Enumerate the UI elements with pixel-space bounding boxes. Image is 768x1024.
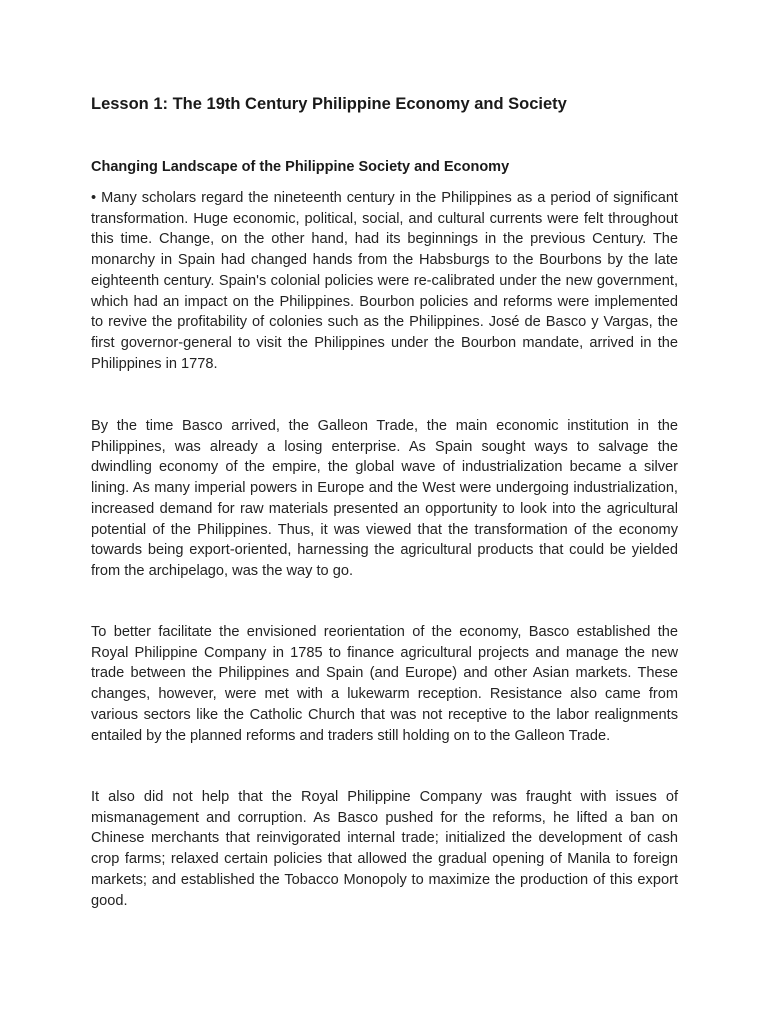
paragraph-2: By the time Basco arrived, the Galleon Trade, the main economic institution in the Philippines, was already a losing enterprise. As Spain sought ways to salvage the dwindling economy of the empire, the global wave of industrialization became a silver lining. As many imperial powers in Europe and the West were undergoing industrialization, increased demand for raw materials presented an opportunity to look into the agricultural potential of the Philippines. Thus, it was viewed that the transformation of the economy towards being export-oriented, harnessing the agricultural products that could be yielded from the archipelago, was the way to go. — [91, 418, 678, 579]
paragraph-3: To better facilitate the envisioned reorientation of the economy, Basco established the Royal Philippine Company in 1785 to finance agricultural projects and manage the new trade between the Philippines and Spain (and Europe) and other Asian markets. These changes, however, were met with a lukewarm reception. Resistance also came from various sectors like the Catholic Church that was not receptive to the labor realignments entailed by the planned reforms and traders still holding on to the Galleon Trade. — [91, 624, 678, 744]
section-heading: Changing Landscape of the Philippine Society and Economy — [91, 159, 510, 175]
paragraph-1: • Many scholars regard the nineteenth century in the Philippines as a period of significant transformation. Huge economic, political, social, and cultural currents were felt throughout this time. Change, on the other hand, had its beginnings in the previous Century. The monarchy in Spain had changed hands from the Habsburgs to the Bourbons by the late eighteenth century. Spain's colonial policies were re-calibrated under the new government, which had an impact on the Philippines. Bourbon policies and reforms were implemented to revive the profitability of colonies such as the Philippines. José de Basco y Vargas, the first governor-general to visit the Philippines under the Bourbon mandate, arrived in the Philippines in 1778. — [91, 190, 678, 372]
lesson-title: Lesson 1: The 19th Century Philippine Economy and Society — [91, 95, 567, 113]
paragraph-4: It also did not help that the Royal Philippine Company was fraught with issues of mismanagement and corruption. As Basco pushed for the reforms, he lifted a ban on Chinese merchants that reinvigorated internal trade; initialized the development of cash crop farms; relaxed certain policies that allowed the gradual opening of Manila to foreign markets; and established the Tobacco Monopoly to maximize the production of this export good. — [91, 789, 678, 909]
